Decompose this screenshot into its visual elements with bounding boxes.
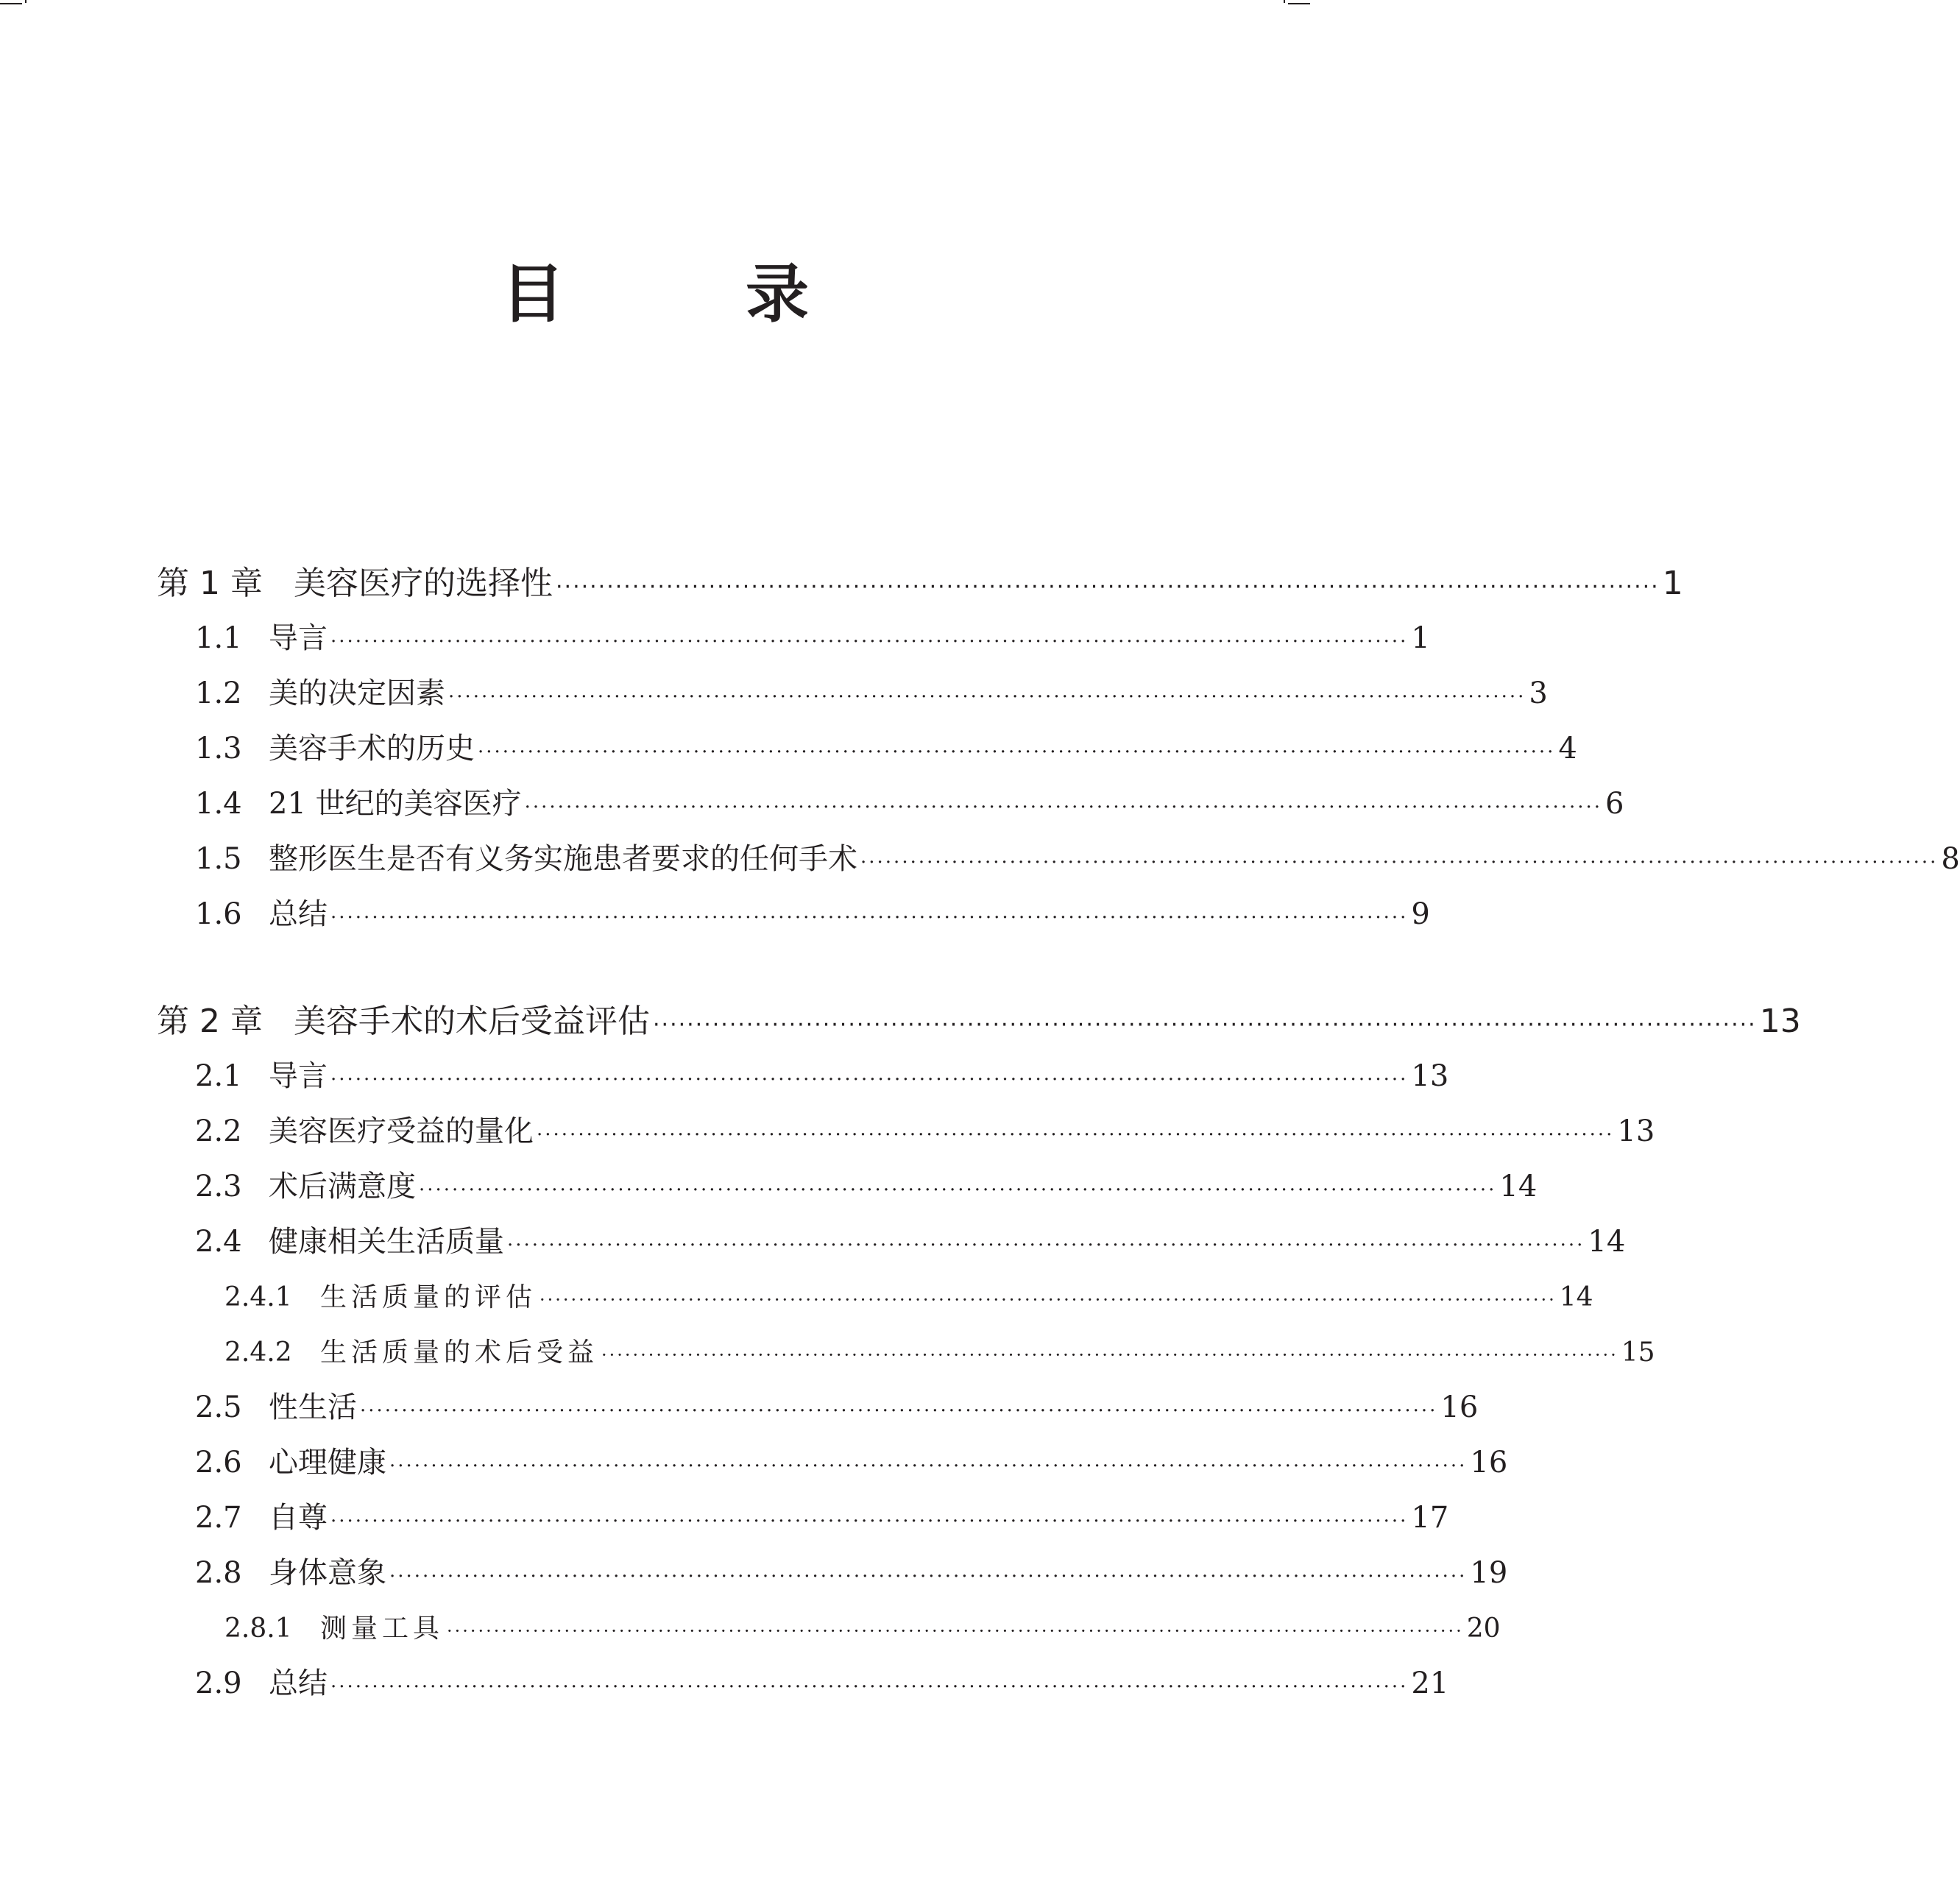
crop-mark [1284, 0, 1285, 3]
toc-entry[interactable] [157, 887, 1430, 942]
dot-leader: ·································································································································· [330, 1510, 1409, 1533]
dot-leader: ·································································································································· [478, 741, 1556, 763]
page-number: 13 [1759, 1003, 1801, 1040]
section-number: 2.5 [195, 1390, 242, 1424]
dot-leader: ·································································································································· [537, 1124, 1615, 1146]
toc-entry[interactable] [157, 1491, 1449, 1546]
section-number: 2.4 [195, 1225, 242, 1259]
dot-leader: ·································································································································· [389, 1566, 1468, 1588]
section-title: 健康相关生活质量 [269, 1225, 504, 1259]
section-number: 2.9 [195, 1666, 242, 1700]
dot-leader: ·································································································································· [601, 1345, 1618, 1365]
section-title: 整形医生是否有义务实施患者要求的任何手术 [269, 842, 857, 876]
section-title: 导言 [269, 621, 328, 655]
page-number: 13 [1617, 1114, 1655, 1148]
dot-leader: ·································································································································· [330, 907, 1409, 929]
section-title: 美的决定因素 [269, 676, 445, 710]
chapter-number: 第 2 章 [157, 1003, 263, 1040]
page-number: 3 [1529, 676, 1548, 710]
section-number: 1.4 [195, 787, 242, 821]
dot-leader: ·································································································································· [653, 1012, 1757, 1038]
chapter-title: 美容医疗的选择性 [294, 565, 553, 602]
toc-chapter-1[interactable] [157, 556, 1683, 611]
toc-entry[interactable] [157, 1049, 1449, 1104]
page-number: 9 [1411, 897, 1430, 931]
section-title: 导言 [269, 1059, 328, 1093]
page-number: 21 [1411, 1666, 1449, 1700]
table-of-contents [157, 556, 1960, 1711]
dot-leader: ·································································································································· [447, 1621, 1464, 1641]
toc-subentry[interactable] [157, 1601, 1501, 1656]
toc-entry[interactable] [157, 1546, 1508, 1601]
subsection-number: 2.4.1 [224, 1282, 292, 1312]
chapter-title: 美容手术的术后受益评估 [294, 1003, 650, 1040]
page-number: 16 [1470, 1446, 1508, 1480]
section-number: 2.8 [195, 1556, 242, 1590]
toc-entry[interactable] [157, 721, 1577, 777]
section-number: 2.7 [195, 1501, 242, 1535]
page-number: 19 [1470, 1556, 1508, 1590]
dot-leader: ·································································································································· [330, 1069, 1409, 1091]
toc-entry[interactable] [157, 611, 1430, 666]
dot-leader: ·································································································································· [419, 1179, 1497, 1201]
page-number: 16 [1440, 1390, 1479, 1424]
crop-mark [25, 0, 26, 3]
crop-mark [0, 3, 22, 4]
page-number: 17 [1411, 1501, 1449, 1535]
subsection-title: 生活质量的评估 [320, 1282, 537, 1312]
page-number: 6 [1605, 787, 1624, 821]
page-title: 目 录 [501, 257, 868, 331]
dot-leader: ·································································································································· [524, 796, 1603, 819]
section-number: 1.3 [195, 732, 242, 766]
toc-entry[interactable] [157, 1159, 1538, 1215]
section-title: 性生活 [269, 1390, 357, 1424]
section-number: 1.6 [195, 897, 242, 931]
section-number: 1.1 [195, 621, 242, 655]
subsection-title: 测量工具 [320, 1613, 445, 1644]
section-number: 1.5 [195, 842, 242, 876]
toc-entry[interactable] [157, 1656, 1449, 1711]
toc-entry[interactable] [157, 666, 1548, 721]
section-number: 1.2 [195, 676, 242, 710]
section-title: 心理健康 [269, 1446, 386, 1480]
toc-entry[interactable] [157, 1435, 1508, 1491]
page-number: 1 [1411, 621, 1430, 655]
toc-entry[interactable] [157, 777, 1624, 832]
toc-entry[interactable] [157, 832, 1960, 887]
section-number: 2.3 [195, 1170, 242, 1203]
toc-entry[interactable] [157, 1380, 1479, 1435]
section-title: 美容医疗受益的量化 [269, 1114, 534, 1148]
page-number: 20 [1466, 1613, 1501, 1644]
dot-leader: ·································································································································· [330, 1676, 1409, 1698]
section-title: 身体意象 [269, 1556, 386, 1590]
section-title: 总结 [269, 1666, 328, 1700]
toc-chapter-2[interactable] [157, 994, 1801, 1049]
subsection-number: 2.4.2 [224, 1337, 292, 1368]
chapter-number: 第 1 章 [157, 565, 263, 602]
page-number: 8 [1941, 842, 1960, 876]
subsection-title: 生活质量的术后受益 [320, 1337, 599, 1368]
dot-leader: ·································································································································· [360, 1400, 1438, 1422]
dot-leader: ·································································································································· [448, 686, 1526, 708]
section-title: 21 世纪的美容医疗 [269, 787, 522, 821]
dot-leader: ·································································································································· [507, 1234, 1585, 1256]
page-number: 4 [1558, 732, 1577, 766]
page-number: 14 [1499, 1170, 1538, 1203]
toc-subentry[interactable] [157, 1325, 1655, 1380]
section-title: 自尊 [269, 1501, 328, 1535]
toc-entry[interactable] [157, 1215, 1626, 1270]
page-number: 14 [1559, 1282, 1593, 1312]
toc-subentry[interactable] [157, 1270, 1593, 1325]
page-number: 13 [1411, 1059, 1449, 1093]
section-number: 2.6 [195, 1446, 242, 1480]
dot-leader: ·································································································································· [389, 1455, 1468, 1477]
section-title: 术后满意度 [269, 1170, 416, 1203]
page-number: 14 [1588, 1225, 1626, 1259]
subsection-number: 2.8.1 [224, 1613, 292, 1644]
toc-entry[interactable] [157, 1104, 1655, 1159]
page-number: 1 [1662, 565, 1683, 602]
dot-leader: ·································································································································· [539, 1290, 1557, 1310]
section-title: 总结 [269, 897, 328, 931]
crop-mark [1288, 3, 1310, 4]
dot-leader: ·································································································································· [860, 852, 1939, 874]
section-title: 美容手术的历史 [269, 732, 475, 766]
section-number: 2.1 [195, 1059, 242, 1093]
section-number: 2.2 [195, 1114, 242, 1148]
dot-leader: ·································································································································· [556, 574, 1660, 600]
page-number: 15 [1621, 1337, 1655, 1368]
dot-leader: ·································································································································· [330, 631, 1409, 653]
